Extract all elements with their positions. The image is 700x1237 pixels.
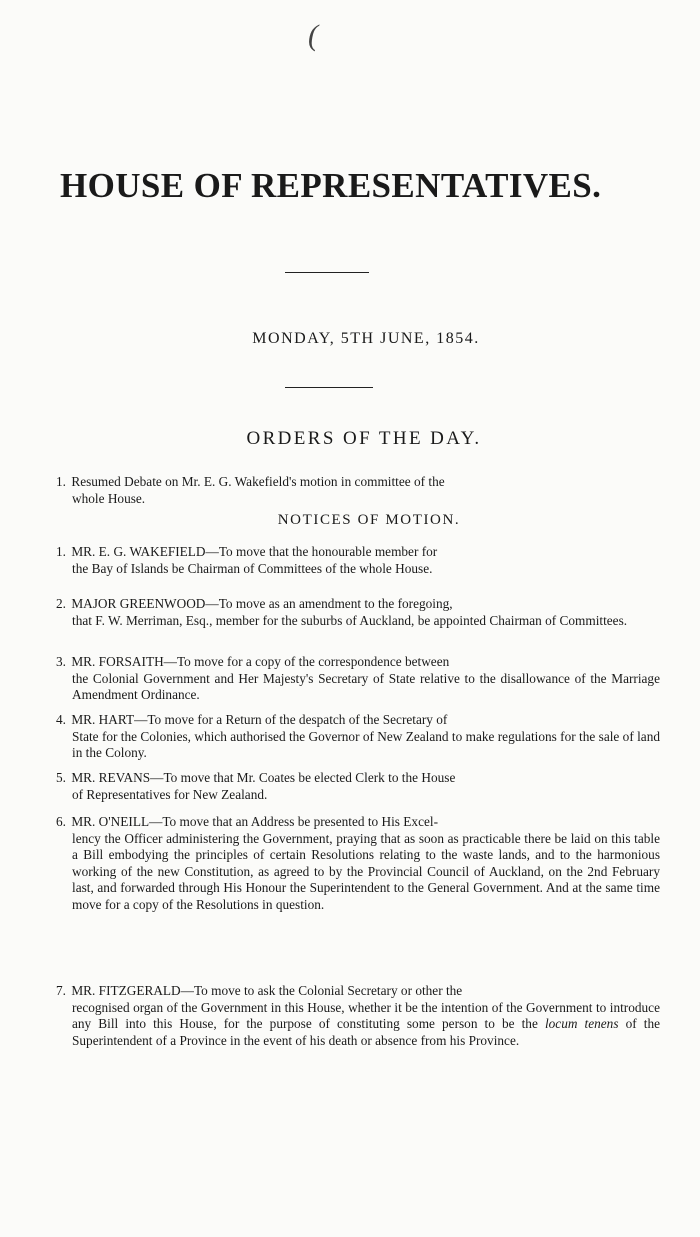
notice-number: 7. [56,983,66,998]
notice-text-first-line: MR. FORSAITH—To move for a copy of the correspondence between [71,654,450,669]
notice-text-rest: the Colonial Government and Her Majesty's Secretary of State relative to the disallowance of the Marriage Amendment Ordinance. [72,670,660,703]
notice-text-italic-phrase: locum tenens [544,1016,619,1032]
order-text-first-line: Resumed Debate on Mr. E. G. Wakefield's motion in committee of the [71,474,445,489]
notice-text-first-line: MR. O'NEILL—To move that an Address be presented to His Excel- [71,814,439,829]
notice-item-4 [56,712,660,762]
notice-number: 6. [56,814,66,829]
notice-text-before-italic: recognised organ of the Government in this House, whether it be the intention of the Government to introduce any Bill into this House, for the purpose of constituting some person to be the [72,999,660,1032]
order-item-1 [56,474,660,507]
notice-text-rest: that F. W. Merriman, Esq., member for the suburbs of Auckland, be appointed Chairman of Committees. [72,612,628,628]
notice-item-5 [56,770,660,803]
notice-text-after-italic: of the Superintendent of a Province in the event of his death or absence from his Province. [72,1016,660,1048]
top-page-mark: ( [308,19,318,52]
divider-rule-top [285,272,369,273]
notice-item-2 [56,596,660,629]
notice-number: 3. [56,654,66,669]
orders-of-the-day-heading: ORDERS OF THE DAY. [246,428,482,449]
notice-text-first-line: MAJOR GREENWOOD—To move as an amendment to the foregoing, [71,596,453,611]
notice-text-rest: of Representatives for New Zealand. [72,786,268,802]
notice-text-first-line: MR. HART—To move for a Return of the despatch of the Secretary of [71,712,448,727]
notice-number: 2. [56,596,66,611]
notice-text-rest [56,1000,660,1050]
notice-text-first-line: MR. REVANS—To move that Mr. Coates be elected Clerk to the House [71,770,456,785]
notice-number: 4. [56,712,66,727]
notice-number: 1. [56,544,66,559]
notice-text-rest: State for the Colonies, which authorised the Governor of New Zealand to make regulations for the sale of land in the Colony. [72,728,660,761]
notice-number: 5. [56,770,66,785]
notices-of-motion-heading: NOTICES OF MOTION. [277,512,461,528]
divider-rule-bottom [285,387,373,388]
notice-text-first-line: MR. FITZGERALD—To move to ask the Colonial Secretary or other the [71,983,463,998]
notice-text-first-line: MR. E. G. WAKEFIELD—To move that the honourable member for [71,544,438,559]
order-text-rest: whole House. [72,490,146,506]
notice-item-7 [56,983,660,1049]
date-line: MONDAY, 5TH JUNE, 1854. [252,330,480,347]
notice-item-1 [56,544,660,577]
notice-text-rest: lency the Officer administering the Government, praying that as soon as practicable there be laid on this table a Bill embodying the principles of certain Resolutions relating to the waste lands, and to the harmonious working of the new Constitution, as agreed to by the Provincial Council of Auckland, on the 2nd February last, and forwarded through His Honour the Superintendent to the General Government. And at the same time move for a copy of the Resolutions in question. [72,830,660,912]
order-number: 1. [56,474,66,489]
notice-text-rest: the Bay of Islands be Chairman of Committees of the whole House. [72,560,433,576]
notice-item-6 [56,814,660,914]
document-title: HOUSE OF REPRESENTATIVES. [60,166,602,205]
notice-item-3 [56,654,660,704]
